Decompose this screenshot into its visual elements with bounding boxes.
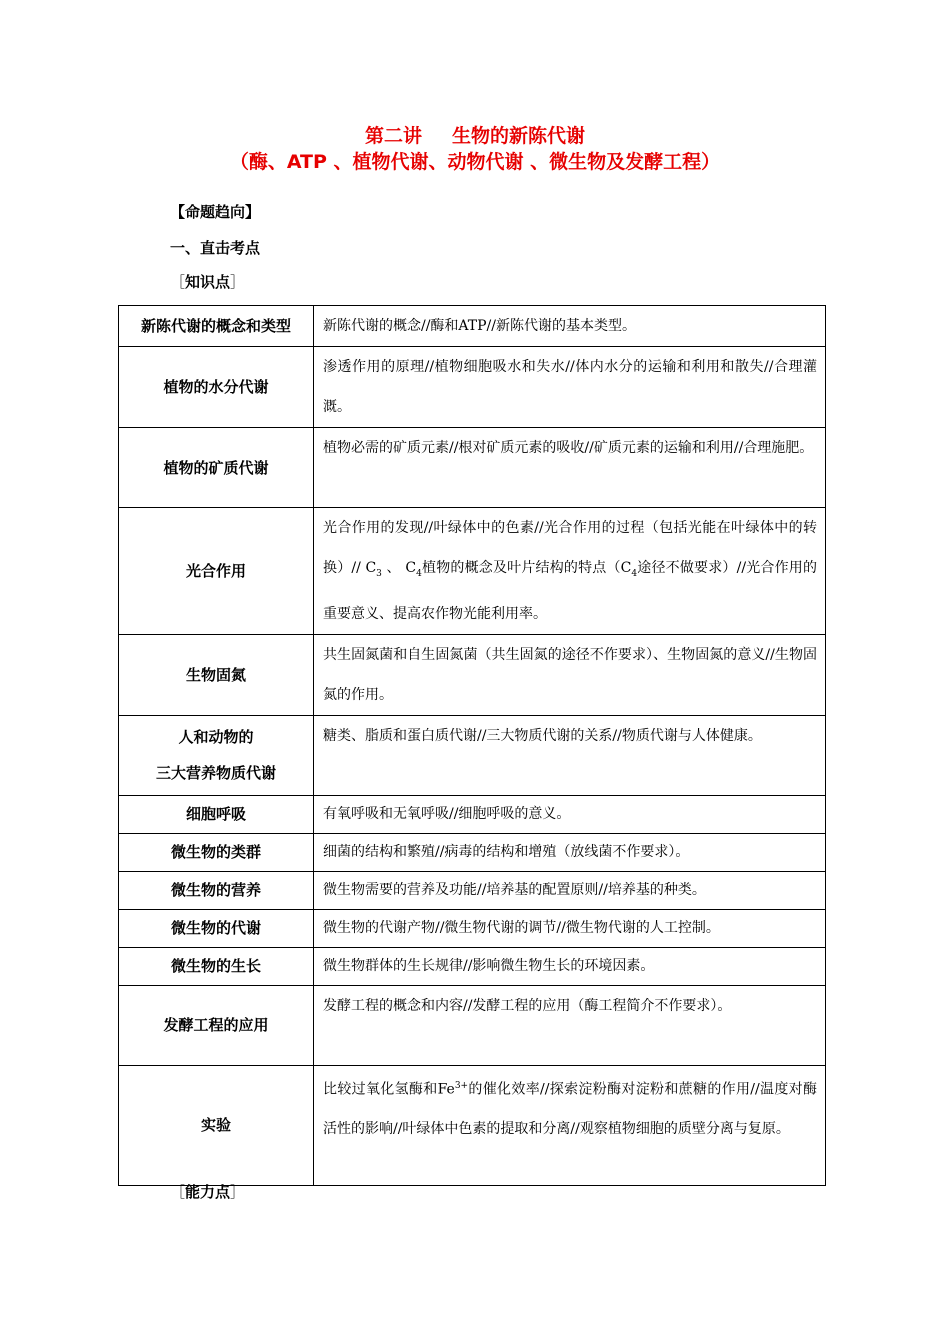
topic-cell: 生物固氮 — [119, 634, 314, 715]
content-cell: 共生固氮菌和自生固氮菌（共生固氮的途径不作要求）、生物固氮的意义//生物固氮的作用。 — [314, 634, 826, 715]
table-row — [119, 634, 826, 715]
knowledge-label: 知识点 — [185, 273, 231, 291]
subscript: 3 — [376, 568, 382, 579]
page-subtitle: （酶、ATP 、植物代谢、动物代谢 、微生物及发酵工程） — [229, 151, 721, 173]
knowledge-heading — [170, 271, 245, 293]
content-cell: 微生物的代谢产物//微生物代谢的调节//微生物代谢的人工控制。 — [314, 909, 826, 947]
knowledge-table — [118, 305, 826, 1186]
content-text: 的催化效率//探索淀粉酶对淀粉和蔗糖的作用//温度对酶活性的影响//叶绿体中色素的提取和分离//观察植物细胞的质壁分离与复原。 — [323, 1081, 817, 1138]
content-text: 途径不做要求）//光合作用的重要意义、提高农作物光能利用率。 — [323, 560, 817, 622]
content-text: 植物的概念及叶片结构的特点（C — [421, 560, 632, 576]
section-points-heading: 一、直击考点 — [170, 239, 261, 257]
topic-cell: 微生物的生长 — [119, 947, 314, 985]
table-row — [119, 1065, 826, 1185]
content-cell: 渗透作用的原理//植物细胞吸水和失水//体内水分的运输和利用和散失//合理灌溉。 — [314, 347, 826, 428]
content-cell — [314, 508, 826, 635]
topic-cell: 微生物的营养 — [119, 871, 314, 909]
topic-cell: 光合作用 — [119, 508, 314, 635]
superscript: 3+ — [454, 1080, 469, 1091]
content-cell: 植物必需的矿质元素//根对矿质元素的吸收//矿质元素的运输和利用//合理施肥。 — [314, 428, 826, 508]
content-cell: 微生物群体的生长规律//影响微生物生长的环境因素。 — [314, 947, 826, 985]
topic-cell: 新陈代谢的概念和类型 — [119, 306, 314, 347]
content-cell: 细菌的结构和繁殖//病毒的结构和增殖（放线菌不作要求）。 — [314, 833, 826, 871]
bracket-open: ［ — [170, 273, 186, 291]
content-cell: 发酵工程的概念和内容//发酵工程的应用（酶工程简介不作要求）。 — [314, 985, 826, 1065]
lecture-number: 第二讲 — [364, 125, 422, 147]
topic-cell: 发酵工程的应用 — [119, 985, 314, 1065]
table-row — [119, 306, 826, 347]
table-row — [119, 715, 826, 795]
lecture-topic: 生物的新陈代谢 — [452, 125, 586, 147]
content-cell: 微生物需要的营养及功能//培养基的配置原则//培养基的种类。 — [314, 871, 826, 909]
bracket-close: ］ — [230, 1183, 246, 1201]
ability-heading — [170, 1181, 245, 1203]
table-row — [119, 985, 826, 1065]
topic-cell — [119, 715, 314, 795]
bracket-close: ］ — [230, 273, 246, 291]
content-text: 、 C — [381, 560, 417, 576]
table-row — [119, 795, 826, 833]
content-text: 比较过氧化氢酶和Fe — [323, 1081, 455, 1098]
content-cell: 新陈代谢的概念//酶和ATP//新陈代谢的基本类型。 — [314, 306, 826, 347]
topic-cell: 实验 — [119, 1065, 314, 1185]
content-cell — [314, 1065, 826, 1185]
subscript: 4 — [631, 568, 638, 579]
topic-cell: 微生物的代谢 — [119, 909, 314, 947]
topic-cell: 植物的矿质代谢 — [119, 428, 314, 508]
topic-cell: 植物的水分代谢 — [119, 347, 314, 428]
table-row — [119, 428, 826, 508]
topic-cell: 微生物的类群 — [119, 833, 314, 871]
table-row — [119, 347, 826, 428]
topic-line: 人和动物的 — [178, 728, 254, 747]
page-title — [0, 123, 950, 149]
subscript: 4 — [416, 568, 422, 579]
section-trend-heading: 【命题趋向】 — [170, 203, 261, 221]
table-row — [119, 508, 826, 635]
table-row — [119, 909, 826, 947]
table-row — [119, 833, 826, 871]
table-row — [119, 947, 826, 985]
topic-line: 三大营养物质代谢 — [155, 764, 276, 783]
table-row — [119, 871, 826, 909]
content-cell: 糖类、脂质和蛋白质代谢//三大物质代谢的关系//物质代谢与人体健康。 — [314, 715, 826, 795]
topic-cell: 细胞呼吸 — [119, 795, 314, 833]
bracket-open: ［ — [170, 1183, 186, 1201]
content-cell: 有氧呼吸和无氧呼吸//细胞呼吸的意义。 — [314, 795, 826, 833]
content-text: 光合作用的发现//叶绿体中的色素//光合作用的过程（包括光能在叶绿体中的转换）// C — [323, 520, 817, 576]
ability-label: 能力点 — [185, 1183, 231, 1201]
